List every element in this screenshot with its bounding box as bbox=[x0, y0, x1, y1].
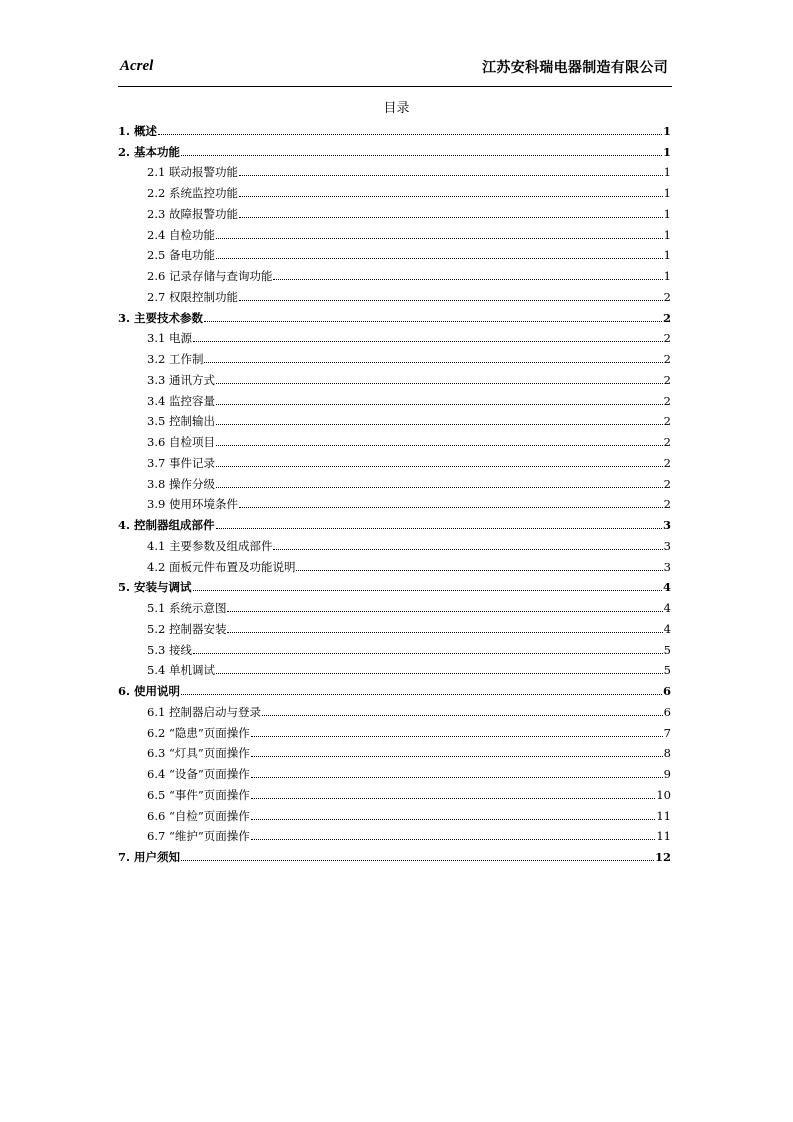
toc-entry-label: 5.3 接线 bbox=[147, 642, 192, 657]
toc-entry-label: 3.8 操作分级 bbox=[147, 476, 215, 491]
toc-page-number: 2 bbox=[663, 414, 671, 429]
toc-page-number: 1 bbox=[663, 248, 671, 263]
toc-dot-leader bbox=[193, 341, 663, 342]
toc-entry-label: 6.6 “自检”页面操作 bbox=[147, 808, 250, 823]
toc-entry-label: 7. 用户须知 bbox=[118, 850, 181, 864]
toc-page-number: 1 bbox=[662, 144, 671, 159]
toc-page-number: 5 bbox=[663, 663, 671, 678]
toc-subsection-entry[interactable] bbox=[118, 657, 671, 678]
toc-dot-leader bbox=[251, 736, 663, 737]
toc-page-number: 1 bbox=[663, 165, 671, 180]
toc-dot-leader bbox=[251, 756, 663, 757]
toc-dot-leader bbox=[227, 632, 662, 633]
toc-subsection-entry[interactable] bbox=[118, 698, 671, 719]
toc-dot-leader bbox=[273, 549, 662, 550]
toc-entry-label: 3.3 通讯方式 bbox=[147, 372, 215, 387]
toc-page-number: 1 bbox=[663, 227, 671, 242]
toc-page-number: 11 bbox=[656, 829, 671, 844]
toc-entry-label: 3.4 监控容量 bbox=[147, 393, 215, 408]
toc-section-entry[interactable] bbox=[118, 138, 671, 159]
toc-subsection-entry[interactable] bbox=[118, 325, 671, 346]
toc-title: 目录 bbox=[383, 101, 410, 116]
toc-page-number: 9 bbox=[663, 767, 671, 781]
toc-entry-label: 4. 控制器组成部件 bbox=[118, 518, 215, 532]
toc-entry-label: 6. 使用说明 bbox=[118, 684, 181, 698]
toc-subsection-entry[interactable] bbox=[118, 159, 671, 180]
toc-entry-label: 6.2 “隐患”页面操作 bbox=[147, 725, 250, 740]
toc-entry-label: 2.3 故障报警功能 bbox=[147, 206, 238, 221]
toc-dot-leader bbox=[216, 258, 663, 259]
toc-entry-label: 3.1 电源 bbox=[147, 331, 192, 346]
toc-entry-label: 4.1 主要参数及组成部件 bbox=[147, 538, 273, 553]
toc-section-entry[interactable] bbox=[118, 677, 671, 698]
toc-subsection-entry[interactable] bbox=[118, 491, 671, 512]
toc-entry-label: 2.4 自检功能 bbox=[147, 227, 215, 242]
toc-page-number: 2 bbox=[663, 497, 671, 512]
toc-dot-leader bbox=[216, 466, 663, 467]
toc-page-number: 3 bbox=[662, 518, 671, 532]
toc-subsection-entry[interactable] bbox=[118, 408, 671, 429]
toc-subsection-entry[interactable] bbox=[118, 345, 671, 366]
toc-page-number: 3 bbox=[663, 559, 671, 574]
toc-page-number: 2 bbox=[663, 435, 671, 449]
toc-dot-leader bbox=[251, 777, 663, 778]
company-name: 江苏安科瑞电器制造有限公司 bbox=[482, 60, 668, 76]
toc-page-number: 11 bbox=[656, 808, 671, 823]
toc-entry-label: 3.9 使用环境条件 bbox=[147, 497, 238, 512]
toc-dot-leader bbox=[251, 798, 656, 799]
toc-dot-leader bbox=[216, 445, 663, 446]
toc-page-number: 8 bbox=[663, 746, 671, 761]
toc-dot-leader bbox=[158, 134, 662, 135]
toc-section-entry[interactable] bbox=[118, 843, 671, 864]
toc-subsection-entry[interactable] bbox=[118, 179, 671, 200]
toc-entry-label: 2.5 备电功能 bbox=[147, 248, 215, 263]
toc-dot-leader bbox=[239, 196, 663, 197]
toc-dot-leader bbox=[216, 383, 663, 384]
toc-entry-label: 2.1 联动报警功能 bbox=[147, 165, 238, 180]
page-header bbox=[118, 56, 672, 87]
toc-dot-leader bbox=[181, 155, 662, 156]
toc-page-number: 2 bbox=[663, 476, 671, 491]
toc-subsection-entry[interactable] bbox=[118, 200, 671, 221]
toc-page-number: 2 bbox=[663, 352, 671, 366]
toc-dot-leader bbox=[216, 424, 663, 425]
toc-section-entry[interactable] bbox=[118, 511, 671, 532]
toc-dot-leader bbox=[216, 528, 662, 529]
toc-subsection-entry[interactable] bbox=[118, 262, 671, 283]
toc-page-number: 2 bbox=[663, 372, 671, 387]
toc-entry-label: 6.7 “维护”页面操作 bbox=[147, 829, 250, 844]
toc-subsection-entry[interactable] bbox=[118, 221, 671, 242]
toc-page-number: 2 bbox=[663, 331, 671, 346]
toc-page-number: 1 bbox=[663, 206, 671, 221]
toc-subsection-entry[interactable] bbox=[118, 242, 671, 263]
toc-section-entry[interactable] bbox=[118, 574, 671, 595]
toc-entry-label: 3.2 工作制 bbox=[147, 352, 204, 366]
toc-subsection-entry[interactable] bbox=[118, 615, 671, 636]
toc-entry-label: 6.3 “灯具”页面操作 bbox=[147, 746, 250, 761]
toc-page-number: 6 bbox=[662, 684, 671, 698]
toc-entry-label: 6.1 控制器启动与登录 bbox=[147, 704, 261, 719]
toc-page-number: 2 bbox=[662, 310, 671, 325]
toc-page-number: 2 bbox=[663, 455, 671, 470]
toc-page-number: 3 bbox=[663, 538, 671, 553]
toc-subsection-entry[interactable] bbox=[118, 366, 671, 387]
toc-section-entry[interactable] bbox=[118, 304, 671, 325]
toc-page-number: 5 bbox=[663, 642, 671, 657]
toc-entry-label: 2.2 系统监控功能 bbox=[147, 186, 238, 200]
toc-dot-leader bbox=[181, 694, 662, 695]
toc-subsection-entry[interactable] bbox=[118, 802, 671, 823]
toc-subsection-entry[interactable] bbox=[118, 387, 671, 408]
toc-dot-leader bbox=[216, 673, 663, 674]
toc-page-number: 6 bbox=[663, 704, 671, 719]
toc-page-number: 2 bbox=[663, 393, 671, 408]
toc-dot-leader bbox=[273, 279, 662, 280]
toc-subsection-entry[interactable] bbox=[118, 636, 671, 657]
toc-dot-leader bbox=[251, 819, 656, 820]
toc-page-number: 12 bbox=[654, 850, 671, 864]
toc-entry-label: 2. 基本功能 bbox=[118, 144, 181, 159]
toc-dot-leader bbox=[193, 653, 663, 654]
toc-page-number: 1 bbox=[663, 186, 671, 200]
toc-page-number: 7 bbox=[663, 725, 671, 740]
toc-subsection-entry[interactable] bbox=[118, 553, 671, 574]
toc-entry-label: 5.4 单机调试 bbox=[147, 663, 215, 678]
toc-section-entry[interactable] bbox=[118, 117, 671, 138]
toc-dot-leader bbox=[296, 570, 662, 571]
toc-subsection-entry[interactable] bbox=[118, 823, 671, 844]
toc-dot-leader bbox=[204, 321, 662, 322]
toc-subsection-entry[interactable] bbox=[118, 532, 671, 553]
toc-entry-label: 3.5 控制输出 bbox=[147, 414, 215, 429]
table-of-contents bbox=[118, 117, 671, 864]
toc-subsection-entry[interactable] bbox=[118, 449, 671, 470]
toc-dot-leader bbox=[239, 217, 663, 218]
toc-subsection-entry[interactable] bbox=[118, 740, 671, 761]
toc-page-number: 1 bbox=[662, 123, 671, 138]
toc-page-number: 1 bbox=[663, 269, 671, 283]
toc-dot-leader bbox=[193, 590, 662, 591]
toc-dot-leader bbox=[239, 300, 663, 301]
toc-entry-label: 5. 安装与调试 bbox=[118, 580, 192, 595]
toc-dot-leader bbox=[239, 507, 663, 508]
toc-entry-label: 1. 概述 bbox=[118, 123, 158, 138]
toc-subsection-entry[interactable] bbox=[118, 594, 671, 615]
toc-subsection-entry[interactable] bbox=[118, 283, 671, 304]
toc-page-number: 4 bbox=[663, 621, 671, 636]
toc-entry-label: 3.6 自检项目 bbox=[147, 435, 215, 449]
toc-subsection-entry[interactable] bbox=[118, 760, 671, 781]
toc-subsection-entry[interactable] bbox=[118, 470, 671, 491]
toc-dot-leader bbox=[262, 715, 663, 716]
toc-dot-leader bbox=[227, 611, 662, 612]
toc-entry-label: 2.7 权限控制功能 bbox=[147, 289, 238, 304]
toc-dot-leader bbox=[216, 487, 663, 488]
toc-dot-leader bbox=[216, 238, 663, 239]
toc-entry-label: 3. 主要技术参数 bbox=[118, 310, 204, 325]
toc-entry-label: 5.2 控制器安装 bbox=[147, 621, 227, 636]
toc-dot-leader bbox=[216, 404, 663, 405]
toc-page-number: 4 bbox=[662, 580, 671, 595]
toc-entry-label: 2.6 记录存储与查询功能 bbox=[147, 269, 273, 283]
toc-entry-label: 6.4 “设备”页面操作 bbox=[147, 767, 250, 781]
toc-subsection-entry[interactable] bbox=[118, 428, 671, 449]
toc-page-number: 4 bbox=[663, 601, 671, 615]
toc-page-number: 2 bbox=[663, 289, 671, 304]
toc-dot-leader bbox=[239, 175, 663, 176]
toc-dot-leader bbox=[251, 839, 656, 840]
toc-entry-label: 3.7 事件记录 bbox=[147, 455, 215, 470]
toc-page-number: 10 bbox=[656, 787, 671, 802]
toc-dot-leader bbox=[181, 860, 654, 861]
toc-entry-label: 6.5 “事件”页面操作 bbox=[147, 787, 250, 802]
toc-entry-label: 4.2 面板元件布置及功能说明 bbox=[147, 559, 296, 574]
brand-logo-text: Acrel bbox=[120, 58, 154, 74]
toc-subsection-entry[interactable] bbox=[118, 781, 671, 802]
toc-subsection-entry[interactable] bbox=[118, 719, 671, 740]
toc-dot-leader bbox=[204, 362, 662, 363]
toc-entry-label: 5.1 系统示意图 bbox=[147, 601, 227, 615]
